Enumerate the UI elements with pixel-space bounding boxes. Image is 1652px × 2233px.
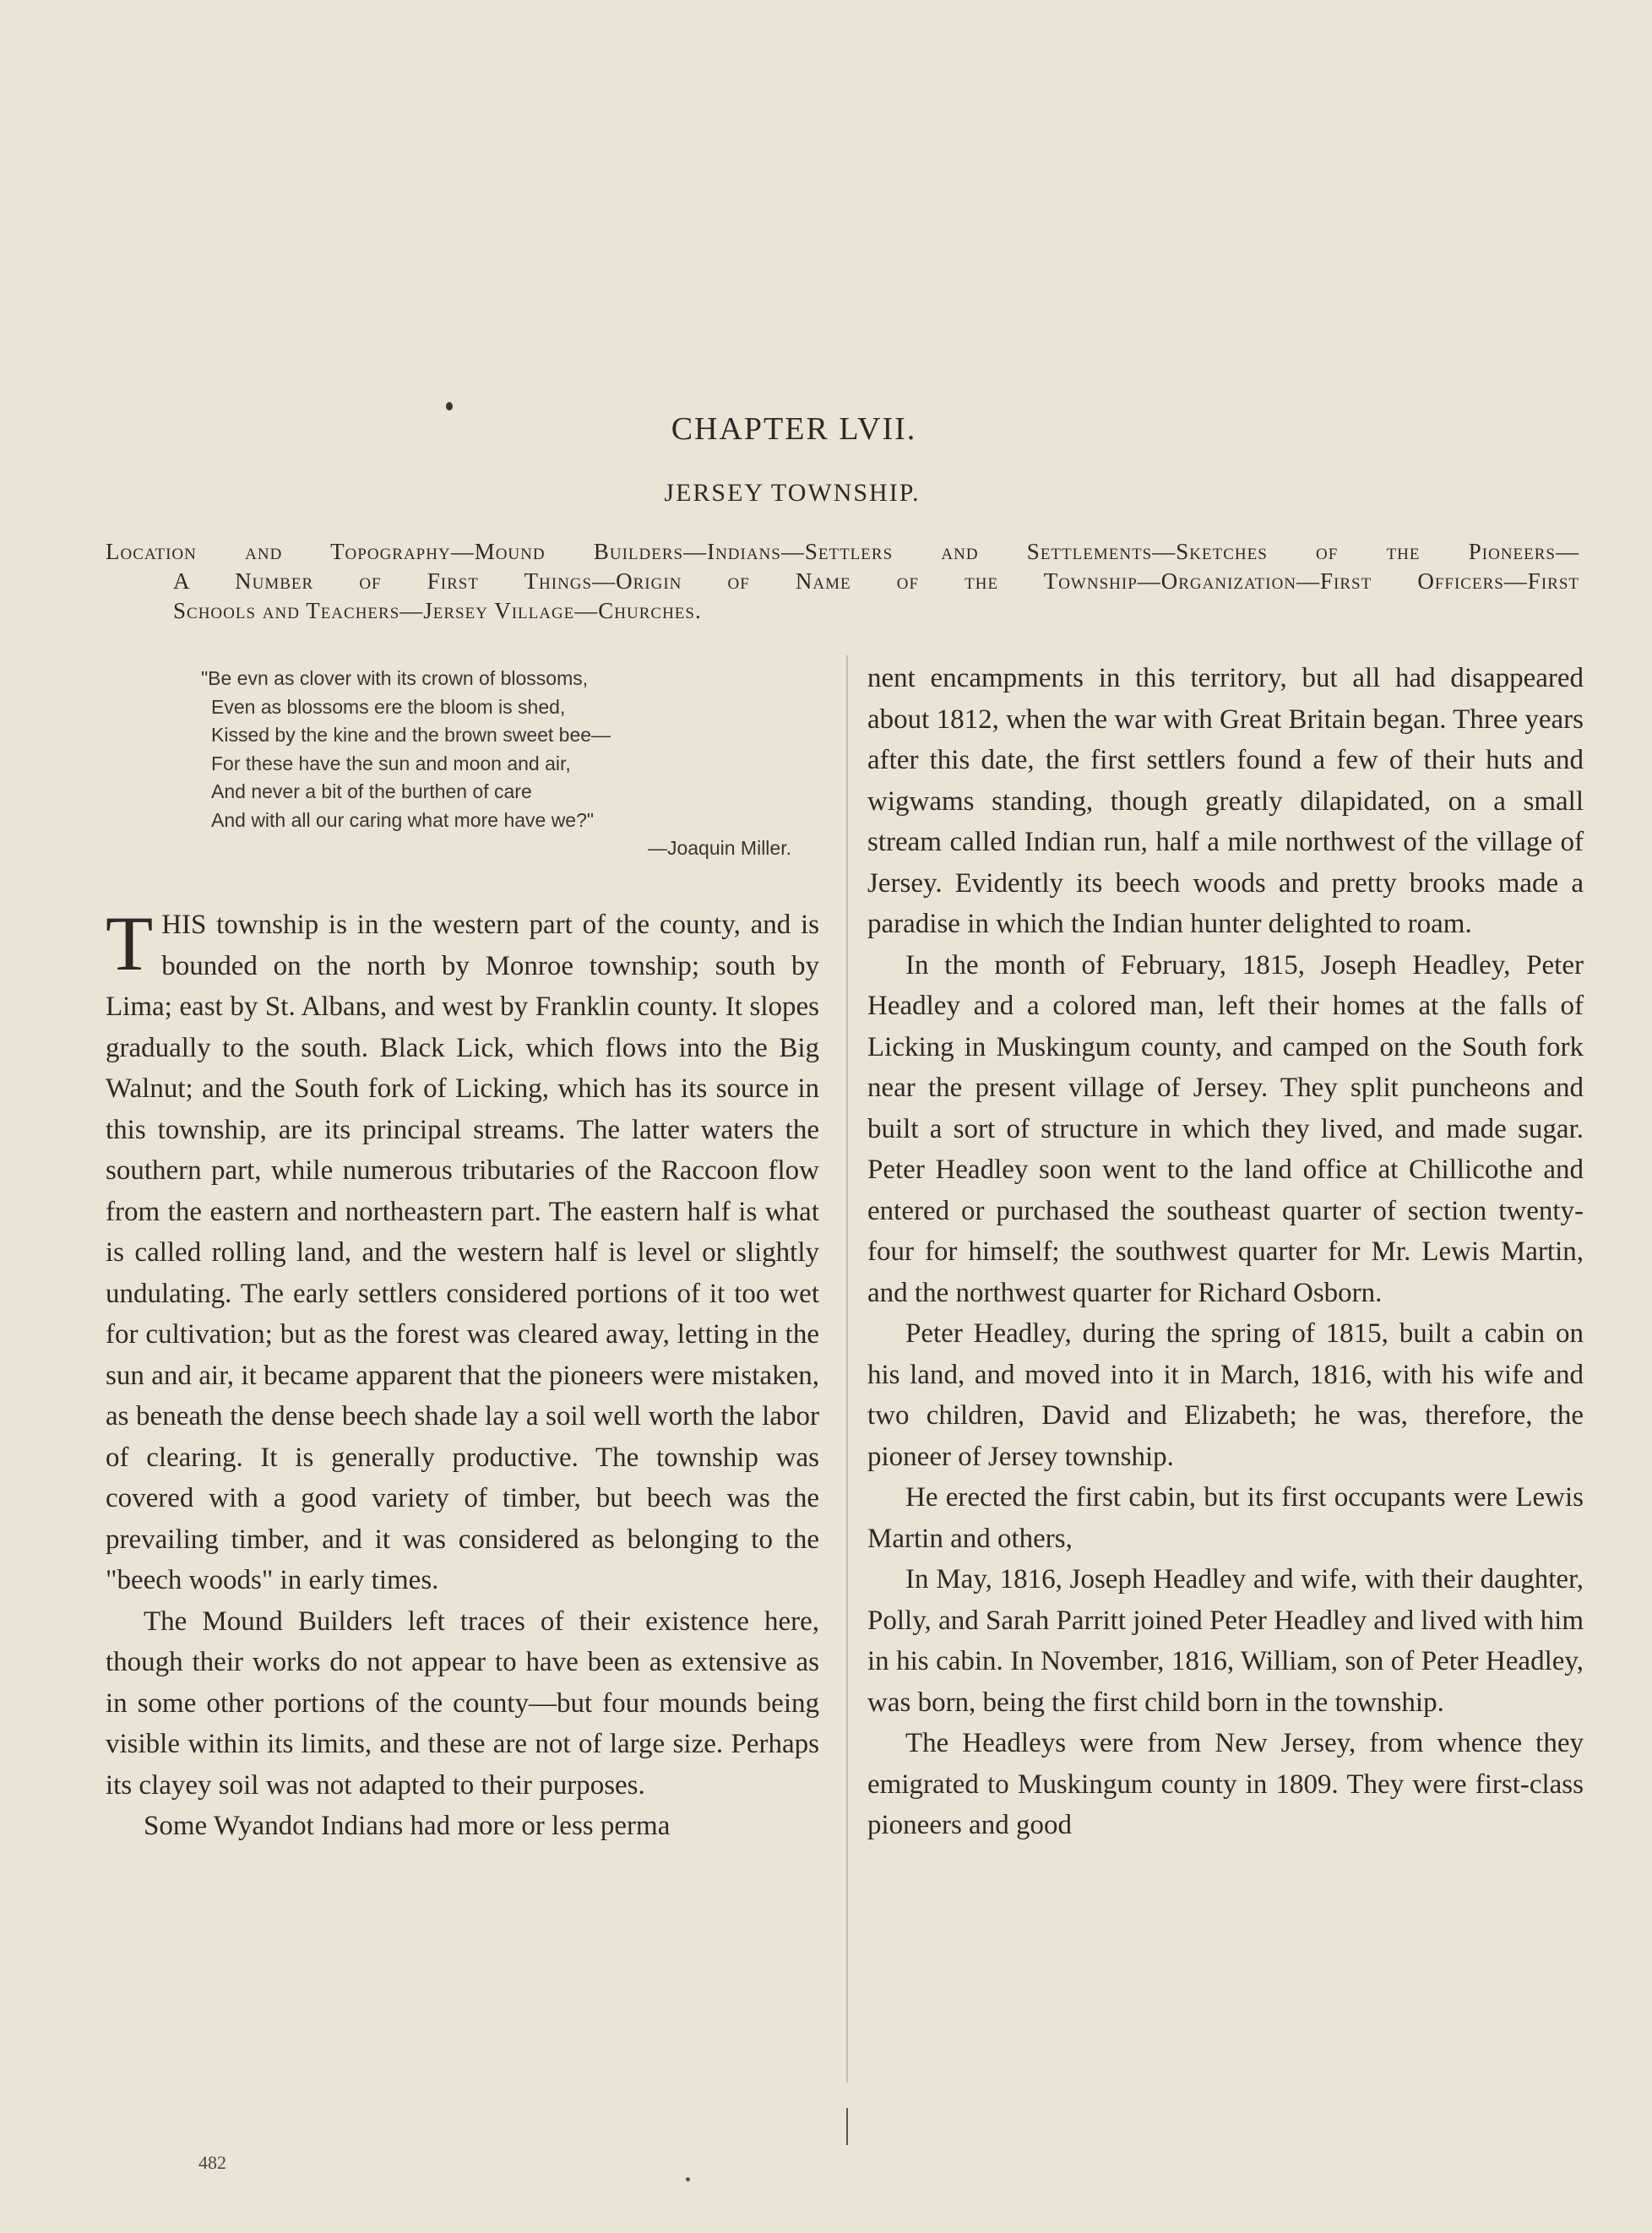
paragraph: Some Wyandot Indians had more or less perma — [144, 1811, 671, 1841]
paragraph: In the month of February, 1815, Joseph Headley, Peter Headley and a colored man, left their homes at the falls of Licking in Muskingum county, and camped on the South fork near the present village of Jersey. They split puncheons and built a sort of structure in which they lived, and made sugar. Peter Headley soon went to the land office at Chillicothe and entered or purchased the southeast quarter of section twenty-four for himself; the southwest quarter for Mr. Lewis Martin, and the northwest quarter for Richard Osborn. — [867, 949, 1584, 1308]
paragraph: The Mound Builders left traces of their existence here, though their works do not appear to have been as extensive as in some other portions of the county—but four mounds being visible within its limits, and these are not of large size. Perhaps its clayey soil was not adapted to their purposes. — [106, 1605, 819, 1801]
paragraph: nent encampments in this territory, but all had disappeared about 1812, when the war with Great Britain began. Three years after this date, the first settlers found a few of their huts and wigwams standing, though greatly dilapidated, on a small stream called Indian run, half a mile northwest of the village of Jersey. Evidently its beech woods and pretty brooks made a paradise in which the Indian hunter delighted to roam. — [867, 663, 1584, 939]
paragraph: He erected the first cabin, but its first occupants were Lewis Martin and others, — [867, 1482, 1584, 1554]
left-column-text — [106, 900, 819, 1847]
synopsis-line: Location and Topography—Mound Builders—Indians—Settlers and Settlements—Sketches of the Pioneers— — [106, 539, 1579, 564]
synopsis-line: A Number of First Things—Origin of Name of the Township—Organization—First Officers—First — [173, 568, 1579, 594]
page-number: 482 — [198, 2152, 226, 2173]
paragraph: Peter Headley, during the spring of 1815, built a cabin on his land, and moved into it in March, 1816, with his wife and two children, David and Elizabeth; he was, therefore, the pioneer of Jersey township. — [867, 1318, 1584, 1472]
epigraph-poem — [106, 665, 798, 863]
column-divider-mark — [846, 2108, 848, 2145]
poem-line: For these have the sun and moon and air, — [211, 752, 571, 774]
chapter-synopsis — [106, 537, 1579, 626]
poem-line: And with all our caring what more have we?" — [211, 808, 595, 831]
paragraph-text: HIS township is in the western part of the county, and is bounded on the north by Monroe township; south by Lima; east by St. Albans, and west by Franklin county. It slopes gradually to the south. Black Lick, which flows into the Big Walnut; and the South fork of Licking, which has its source in this township, are its principal streams. The latter waters the southern part, while numerous tributaries of the Raccoon flow from the eastern and northeastern part. The eastern half is what is called rolling land, and the western half is level or slightly undulating. The early settlers considered portions of it too wet for cultivation; but as the forest was cleared away, letting in the sun and air, it became apparent that the pioneers were mistaken, as beneath the dense beech shade lay a soil well worth the labor of clearing. It is generally productive. The township was covered with a good variety of timber, but beech was the prevailing timber, and it was considered as belonging to the "beech woods" in early times. — [106, 910, 819, 1595]
column-divider — [846, 655, 848, 2083]
section-title: JERSEY TOWNSHIP. — [664, 479, 921, 507]
drop-cap: T — [106, 900, 154, 986]
poem-line: Kissed by the kine and the brown sweet bee— — [211, 724, 611, 746]
paragraph — [106, 900, 819, 1601]
paragraph: In May, 1816, Joseph Headley and wife, with their daughter, Polly, and Sarah Parritt joined Peter Headley and lived with him in his cabin. In November, 1816, William, son of Peter Headley, was born, being the first child born in the township. — [867, 1564, 1584, 1718]
paragraph: The Headleys were from New Jersey, from whence they emigrated to Muskingum county in 1809. They were first-class pioneers and good — [867, 1728, 1584, 1840]
chapter-title: CHAPTER LVII. — [671, 411, 917, 447]
ink-speck — [686, 2177, 690, 2181]
poem-line: "Be evn as clover with its crown of blossoms, — [201, 667, 589, 689]
ink-dot — [446, 402, 453, 410]
poem-line: Even as blossoms ere the bloom is shed, — [211, 695, 566, 718]
poem-attribution: —Joaquin Miller. — [647, 837, 791, 859]
right-column-text — [867, 658, 1584, 1846]
synopsis-line: Schools and Teachers—Jersey Village—Churches. — [173, 598, 702, 623]
poem-line: And never a bit of the burthen of care — [211, 780, 532, 802]
